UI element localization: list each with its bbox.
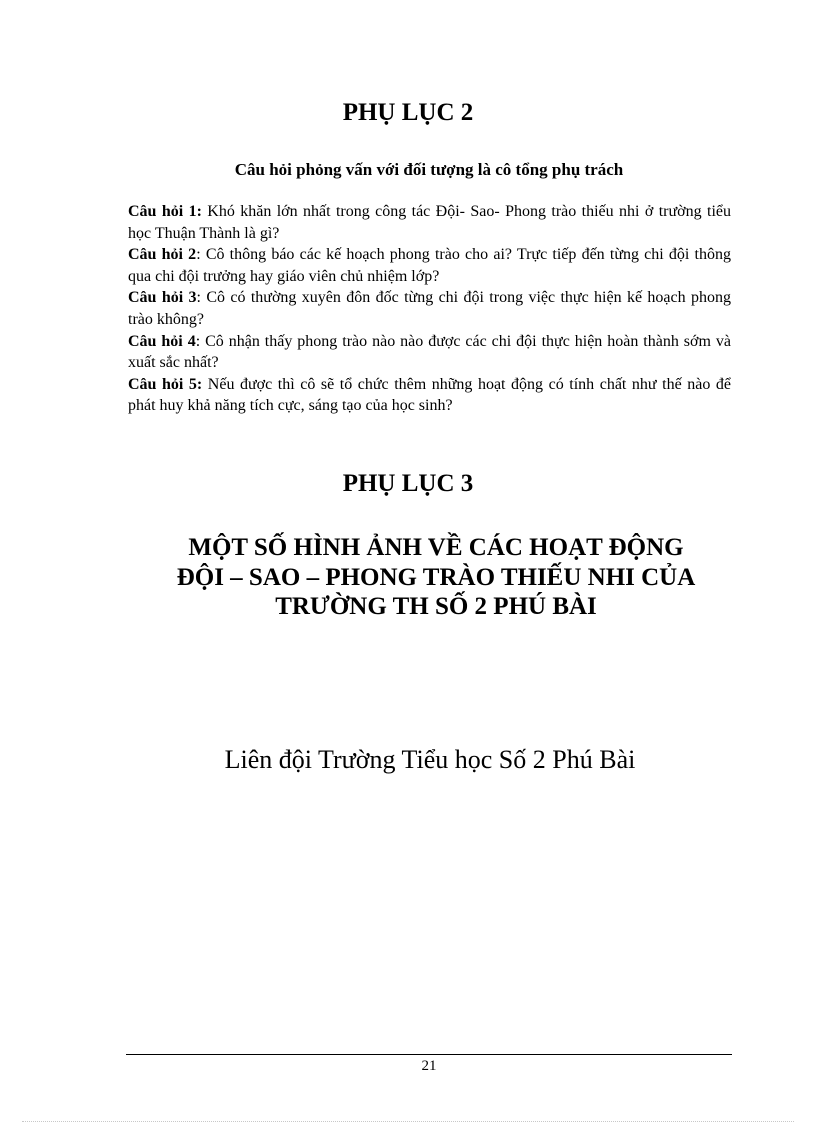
question-list <box>128 201 731 417</box>
question-5-label: Câu hỏi 5: <box>128 375 203 393</box>
activities-heading-line-3: TRƯỜNG TH SỐ 2 PHÚ BÀI <box>275 593 597 620</box>
question-4-label: Câu hỏi 4 <box>128 332 196 350</box>
footer-divider <box>126 1054 732 1055</box>
question-1 <box>128 201 731 244</box>
page-edge-divider <box>22 1121 794 1122</box>
activities-heading-line-2: ĐỘI – SAO – PHONG TRÀO THIẾU NHI CỦA <box>176 563 696 591</box>
question-1-label: Câu hỏi 1: <box>128 203 202 220</box>
activities-heading <box>0 533 816 622</box>
question-2 <box>128 244 731 287</box>
school-caption: Liên đội Trường Tiểu học Số 2 Phú Bài <box>224 745 636 774</box>
question-4-text: : Cô nhận thấy phong trào nào nào được các chi đội thực hiện hoàn thành sớm và xuất sắc nhất? <box>128 332 732 372</box>
question-2-label: Câu hỏi 2 <box>128 246 197 264</box>
question-3 <box>128 287 731 330</box>
activities-heading-line-1: MỘT SỐ HÌNH ẢNH VỀ CÁC HOẠT ĐỘNG <box>188 534 684 561</box>
question-5 <box>128 374 731 417</box>
question-3-text: : Cô có thường xuyên đôn đốc từng chi đội trong việc thực hiện kế hoạch phong trào không? <box>128 289 731 328</box>
question-3-label: Câu hỏi 3 <box>128 289 197 307</box>
question-4 <box>128 331 731 374</box>
question-2-text: : Cô thông báo các kế hoạch phong trào cho ai? Trực tiếp đến từng chi đội thông qua chi đội trưởng hay giáo viên chủ nhiệm lớp? <box>128 246 732 285</box>
appendix-3-title: PHỤ LỤC 3 <box>342 470 474 497</box>
question-5-text: Nếu được thì cô sẽ tổ chức thêm những hoạt động có tính chất như thế nào để phát huy khả năng tích cực, sáng tạo của học sinh? <box>128 375 731 415</box>
interview-subtitle: Câu hỏi phỏng vấn với đối tượng là cô tổng phụ trách <box>234 160 624 179</box>
question-1-text: Khó khăn lớn nhất trong công tác Đội- Sao- Phong trào thiếu nhi ở trường tiểu học Thuận Thành là gì? <box>128 203 732 242</box>
appendix-2-title: PHỤ LỤC 2 <box>342 99 474 126</box>
page-number: 21 <box>421 1058 437 1074</box>
